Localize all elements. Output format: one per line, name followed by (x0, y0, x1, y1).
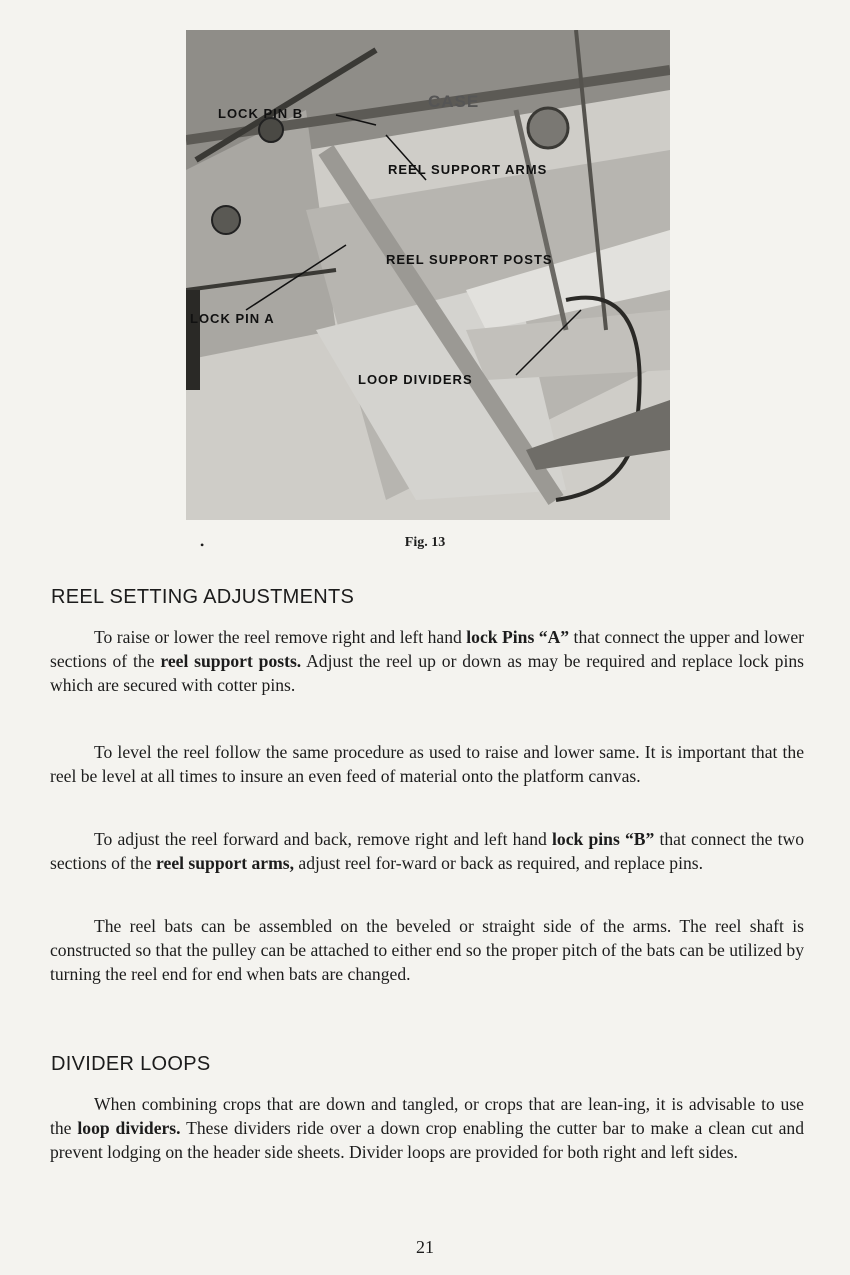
bold-term: loop dividers. (77, 1118, 181, 1138)
text-run: Adjust the reel up or down as may be required and replace lock pins which are secured with cotter pins. (50, 651, 805, 695)
paragraph (50, 1092, 804, 1164)
paragraph (50, 827, 804, 875)
text-run: These dividers ride over a down crop enabling the cutter bar to make a clean cut and prevent lodging on the header side sheets. Divider loops are provided for both right and left sides. (50, 1118, 804, 1162)
label-lock-pin-a: LOCK PIN A (190, 311, 275, 326)
heading-reel-setting-adjustments: REEL SETTING ADJUSTMENTS (51, 586, 355, 608)
figure-caption: Fig. 13 (404, 535, 446, 550)
paragraph (50, 914, 804, 986)
figure-13-photo (186, 30, 670, 520)
label-reel-support-arms: REEL SUPPORT ARMS (388, 162, 548, 177)
text-run: adjust reel for-ward or back as required, and replace pins. (294, 853, 704, 873)
stray-bullet: • (200, 538, 205, 552)
label-loop-dividers: LOOP DIVIDERS (358, 372, 473, 387)
label-lock-pin-b: LOCK PIN B (218, 106, 304, 121)
text-run: To level the reel follow the same procedure as used to raise and lower same. It is important that the reel be level at all times to insure an even feed of material onto the platform canvas. (50, 742, 804, 786)
bold-term: lock pins “B” (552, 829, 655, 849)
label-case-brand: CASE (428, 92, 480, 111)
text-run: The reel bats can be assembled on the beveled or straight side of the arms. The reel shaft is constructed so that the pulley can be attached to either end so the proper pitch of the bats can be utilized by turning the reel end for end when bats are changed. (50, 916, 804, 984)
page-number: 21 (416, 1237, 434, 1257)
text-run: To raise or lower the reel remove right and left hand (94, 627, 467, 647)
heading-divider-loops: DIVIDER LOOPS (51, 1053, 211, 1075)
text-run: that connect the upper and lower sections of the (50, 627, 805, 671)
paragraph (50, 740, 804, 788)
label-reel-support-posts: REEL SUPPORT POSTS (386, 252, 553, 267)
paragraph (50, 625, 804, 697)
bold-term: reel support posts. (160, 651, 302, 671)
text-run: To adjust the reel forward and back, remove right and left hand (94, 829, 553, 849)
bold-term: lock Pins “A” (466, 627, 570, 647)
text-run: that connect the two sections of the (50, 829, 804, 873)
bold-term: reel support arms, (156, 853, 294, 873)
text-run: When combining crops that are down and tangled, or crops that are lean-ing, it is advisable to use the (50, 1094, 804, 1138)
